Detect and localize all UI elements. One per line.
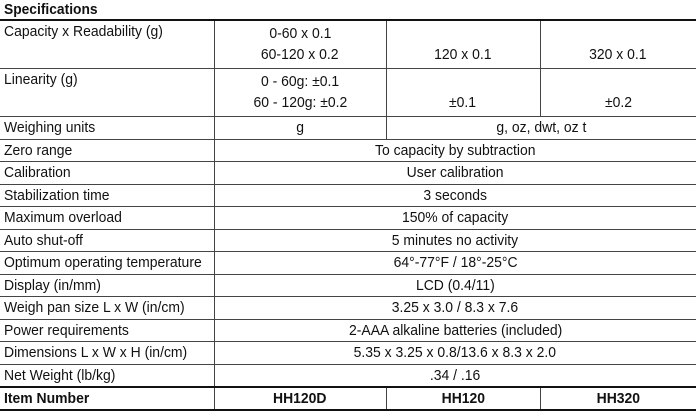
- table-row: [0, 117, 696, 140]
- cell-hh320: 320 x 0.1: [540, 20, 696, 69]
- specifications-table: [0, 19, 696, 411]
- table-row: [0, 20, 696, 69]
- row-label: Display (in/mm): [0, 274, 214, 297]
- row-label: Zero range: [0, 139, 214, 162]
- row-value: 150% of capacity: [214, 207, 696, 230]
- row-label: Capacity x Readability (g): [0, 20, 214, 69]
- table-row: [0, 139, 696, 162]
- row-value: 3 seconds: [214, 184, 696, 207]
- cell-hh320: ±0.2: [540, 69, 696, 117]
- row-value: LCD (0.4/11): [214, 274, 696, 297]
- cell-hh120d: g: [214, 117, 386, 140]
- row-value: To capacity by subtraction: [214, 139, 696, 162]
- row-label: Maximum overload: [0, 207, 214, 230]
- cell-hh120d: 0 - 60g: ±0.1 60 - 120g: ±0.2: [214, 69, 386, 117]
- row-label: Stabilization time: [0, 184, 214, 207]
- row-value: 64°-77°F / 18°-25°C: [214, 252, 696, 275]
- table-row: [0, 274, 696, 297]
- row-value: 5 minutes no activity: [214, 229, 696, 252]
- cell-hh120: 120 x 0.1: [386, 20, 540, 69]
- item-number-hh120d: HH120D: [214, 387, 386, 410]
- row-label: Optimum operating temperature: [0, 252, 214, 275]
- row-value: .34 / .16: [214, 364, 696, 387]
- row-label: Power requirements: [0, 319, 214, 342]
- table-row: [0, 207, 696, 230]
- row-value: 2-AAA alkaline batteries (included): [214, 319, 696, 342]
- page-title: Specifications: [4, 1, 98, 18]
- table-row: [0, 342, 696, 365]
- item-number-hh120: HH120: [386, 387, 540, 410]
- item-number-hh320: HH320: [540, 387, 696, 410]
- table-row: [0, 162, 696, 185]
- table-row: [0, 229, 696, 252]
- table-row: [0, 297, 696, 320]
- item-number-row: [0, 387, 696, 410]
- cell-hh120: ±0.1: [386, 69, 540, 117]
- cell-hh120-hh320: g, oz, dwt, oz t: [386, 117, 696, 140]
- row-value: 3.25 x 3.0 / 8.3 x 7.6: [214, 297, 696, 320]
- row-value: 5.35 x 3.25 x 0.8/13.6 x 8.3 x 2.0: [214, 342, 696, 365]
- table-row: [0, 252, 696, 275]
- row-label: Linearity (g): [0, 69, 214, 117]
- row-value: User calibration: [214, 162, 696, 185]
- row-label: Auto shut-off: [0, 229, 214, 252]
- table-row: [0, 364, 696, 387]
- table-row: [0, 184, 696, 207]
- row-label: Net Weight (lb/kg): [0, 364, 214, 387]
- cell-hh120d: 0-60 x 0.1 60-120 x 0.2: [214, 20, 386, 69]
- table-row: [0, 69, 696, 117]
- row-label: Weighing units: [0, 117, 214, 140]
- table-row: [0, 319, 696, 342]
- item-number-label: Item Number: [0, 387, 214, 410]
- row-label: Calibration: [0, 162, 214, 185]
- row-label: Dimensions L x W x H (in/cm): [0, 342, 214, 365]
- row-label: Weigh pan size L x W (in/cm): [0, 297, 214, 320]
